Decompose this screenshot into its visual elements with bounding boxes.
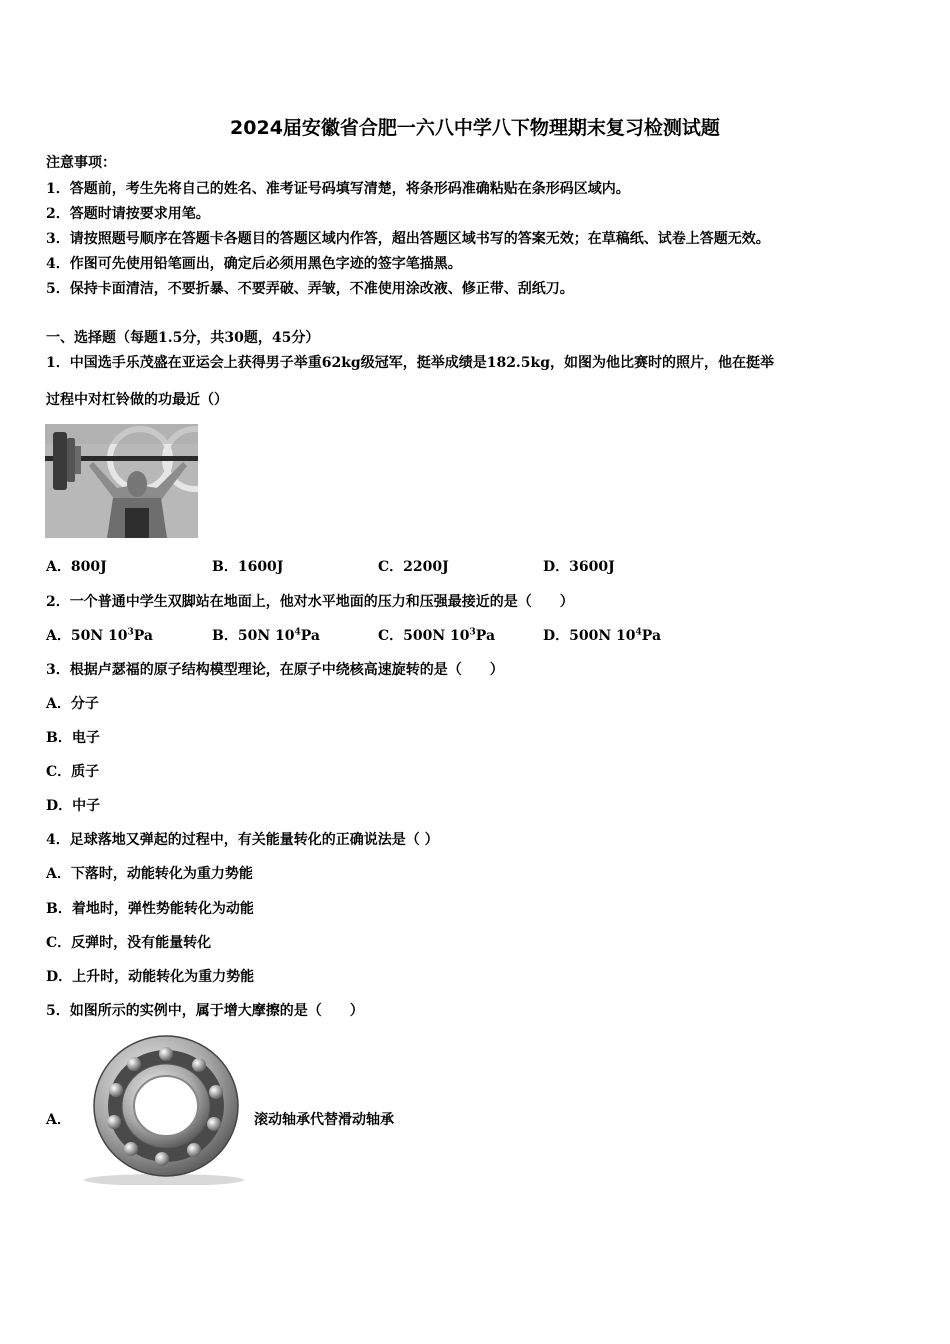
q3-option-c: C．质子	[46, 764, 100, 780]
q2-stem: 2．一个普通中学生双脚站在地面上，他对水平地面的压力和压强最接近的是（ ）	[46, 594, 574, 610]
notice-item: 2．答题时请按要求用笔。	[46, 206, 210, 222]
notice-item: 1．答题前，考生先将自己的姓名、准考证号码填写清楚，将条形码准确粘贴在条形码区域内。	[46, 181, 630, 197]
q1-stem-cont: 过程中对杠铃做的功最近（）	[46, 392, 228, 408]
notice-item: 4．作图可先使用铅笔画出，确定后必须用黑色字迹的签字笔描黑。	[46, 256, 462, 272]
q5-option-a-label: A．	[46, 1112, 71, 1128]
q2-option-b: B．50N $10^4Pa$	[212, 627, 320, 644]
ball-bearing-image	[74, 1032, 249, 1185]
q1-option-b: B．1600J	[212, 559, 284, 575]
q2-option-d: D．500N $10^4Pa$	[543, 627, 662, 644]
q4-option-d: D．上升时，动能转化为重力势能	[46, 969, 255, 985]
q1-option-d: D．3600J	[543, 559, 615, 575]
q4-option-c: C．反弹时，没有能量转化	[46, 935, 212, 951]
q5-stem: 5．如图所示的实例中，属于增大摩擦的是（ ）	[46, 1003, 364, 1019]
q5-option-a-text: 滚动轴承代替滑动轴承	[254, 1112, 394, 1128]
page-title: 2024届安徽省合肥一六八中学八下物理期末复习检测试题	[230, 117, 720, 139]
q4-stem: 4．足球落地又弹起的过程中，有关能量转化的正确说法是（ ）	[46, 832, 439, 848]
q3-option-b: B．电子	[46, 730, 100, 746]
q1-stem: 1．中国选手乐茂盛在亚运会上获得男子举重62kg级冠军，挺举成绩是182.5kg，如图为他比赛时的照片，他在挺举	[46, 355, 775, 371]
q2-option-c: C．500N $10^3Pa$	[378, 627, 496, 644]
q3-stem: 3．根据卢瑟福的原子结构模型理论，在原子中绕核高速旋转的是（ ）	[46, 662, 504, 678]
q3-option-d: D．中子	[46, 798, 101, 814]
q1-option-c: C．2200J	[378, 559, 449, 575]
section-heading: 一、选择题（每题1.5分，共30题，45分）	[46, 330, 320, 346]
q1-option-a: A．800J	[46, 559, 107, 575]
weightlifter-photo	[45, 424, 198, 538]
notice-item: 3．请按照题号顺序在答题卡各题目的答题区域内作答，超出答题区域书写的答案无效；在草稿纸、试卷上答题无效。	[46, 231, 770, 247]
q4-option-a: A．下落时，动能转化为重力势能	[46, 866, 253, 882]
notice-item: 5．保持卡面清洁，不要折暴、不要弄破、弄皱，不准使用涂改液、修正带、刮纸刀。	[46, 281, 574, 297]
q2-option-a: A．50N $10^3Pa$	[46, 627, 153, 644]
q3-option-a: A．分子	[46, 696, 99, 712]
notice-heading: 注意事项：	[46, 155, 116, 171]
q4-option-b: B．着地时，弹性势能转化为动能	[46, 901, 254, 917]
